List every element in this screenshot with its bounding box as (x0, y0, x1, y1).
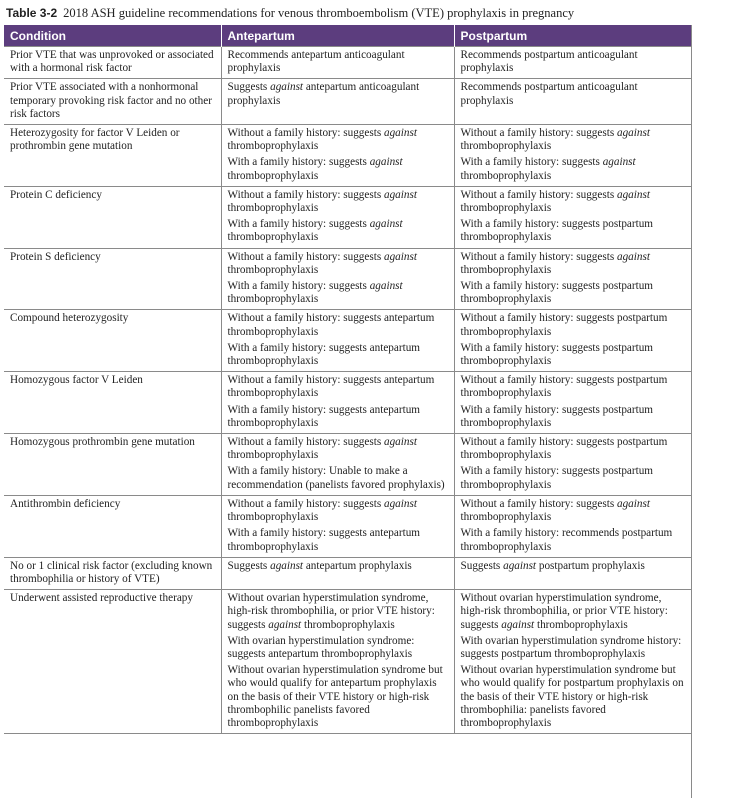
antepartum-recommendation: Without a family history: suggests against thromboprophylaxis (227, 188, 417, 215)
antepartum-recommendation: With a family history: suggests antepartum thromboprophylaxis (227, 527, 420, 553)
antepartum-recommendation: Suggests against antepartum prophylaxis (227, 559, 412, 572)
condition-text: Protein C deficiency (10, 188, 102, 201)
condition-text: Heterozygosity for factor V Leiden or prothrombin gene mutation (10, 127, 180, 153)
table-row (4, 125, 691, 187)
condition-text: Compound heterozygosity (10, 312, 129, 325)
postpartum-cell (454, 590, 691, 734)
antepartum-recommendation: Without a family history: suggests against thromboprophylaxis (227, 436, 417, 462)
antepartum-recommendation: Without a family history: suggests antepartum thromboprophylaxis (227, 374, 435, 400)
postpartum-cell (454, 47, 691, 79)
antepartum-cell (221, 372, 454, 434)
table-row (4, 186, 691, 248)
postpartum-recommendation: With a family history: suggests postpartum thromboprophylaxis (460, 341, 654, 368)
condition-cell (4, 310, 221, 372)
antepartum-recommendation: With a family history: suggests against thromboprophylaxis (227, 218, 403, 244)
antepartum-cell (221, 47, 454, 79)
postpartum-cell (454, 79, 691, 125)
antepartum-recommendation: With ovarian hyperstimulation syndrome: suggests antepartum thromboprophylaxis (227, 634, 415, 660)
postpartum-recommendation: Without a family history: suggests postpartum thromboprophylaxis (460, 312, 668, 338)
antepartum-recommendation: Without a family history: suggests against thromboprophylaxis (227, 497, 417, 524)
postpartum-recommendation: With a family history: recommends postpartum thromboprophylaxis (460, 527, 673, 553)
antepartum-recommendation: With a family history: suggests antepartum thromboprophylaxis (227, 403, 420, 429)
antepartum-cell (221, 590, 454, 734)
condition-cell (4, 47, 221, 79)
postpartum-recommendation: Recommends postpartum anticoagulant prophylaxis (460, 81, 638, 107)
antepartum-recommendation: With a family history: suggests against thromboprophylaxis (227, 280, 403, 306)
antepartum-recommendation: Without a family history: suggests against thromboprophylaxis (227, 127, 417, 153)
table-right-border (691, 25, 692, 798)
postpartum-recommendation: Suggests against postpartum prophylaxis (460, 559, 645, 572)
postpartum-recommendation: With ovarian hyperstimulation syndrome history: suggests postpartum thromboprophylaxis (460, 634, 682, 660)
postpartum-recommendation: Recommends postpartum anticoagulant prophylaxis (460, 49, 638, 75)
postpartum-recommendation: Without ovarian hyperstimulation syndrome but who would qualify for postpartum prophylaxis on the basis of their VTE history or high-risk thrombophilia: panelists favored thromboprophylaxis (460, 664, 684, 729)
antepartum-cell (221, 125, 454, 187)
antepartum-recommendation: Without ovarian hyperstimulation syndrome, high-risk thrombophilia, or prior VTE history: suggests against thromboprophylaxis (227, 592, 435, 631)
postpartum-recommendation: Without a family history: suggests against thromboprophylaxis (460, 497, 650, 524)
condition-text: Antithrombin deficiency (10, 497, 121, 510)
condition-cell (4, 248, 221, 310)
table-label: Table 3-2 (6, 6, 58, 20)
antepartum-cell (221, 79, 454, 125)
condition-cell (4, 372, 221, 434)
condition-text: No or 1 clinical risk factor (excluding known thrombophilia or history of VTE) (10, 559, 213, 585)
postpartum-recommendation: Without ovarian hyperstimulation syndrome, high-risk thrombophilia, or prior VTE history: suggests against thromboprophylaxis (460, 592, 668, 631)
postpartum-recommendation: Without a family history: suggests postpartum thromboprophylaxis (460, 436, 668, 462)
postpartum-recommendation: With a family history: suggests postpartum thromboprophylaxis (460, 403, 654, 429)
antepartum-recommendation: With a family history: suggests against thromboprophylaxis (227, 156, 403, 182)
antepartum-recommendation: Without a family history: suggests against thromboprophylaxis (227, 250, 417, 276)
table-row (4, 310, 691, 372)
table-caption (6, 4, 726, 24)
condition-text: Prior VTE that was unprovoked or associated with a hormonal risk factor (10, 49, 214, 75)
antepartum-recommendation: With a family history: Unable to make a recommendation (panelists favored prophylaxis) (227, 465, 445, 491)
table-title: 2018 ASH guideline recommendations for venous thromboembolism (VTE) prophylaxis in pregnancy (63, 6, 575, 20)
condition-cell (4, 590, 221, 734)
postpartum-recommendation: With a family history: suggests postpartum thromboprophylaxis (460, 280, 654, 306)
table-row (4, 557, 691, 589)
antepartum-recommendation: Suggests against antepartum anticoagulant prophylaxis (227, 81, 420, 107)
postpartum-cell (454, 248, 691, 310)
antepartum-recommendation: Recommends antepartum anticoagulant prophylaxis (227, 49, 405, 75)
table-row (4, 47, 691, 79)
vte-prophylaxis-table (4, 25, 691, 734)
condition-cell (4, 186, 221, 248)
condition-cell (4, 434, 221, 496)
postpartum-recommendation: Without a family history: suggests against thromboprophylaxis (460, 250, 650, 276)
condition-text: Homozygous prothrombin gene mutation (10, 436, 195, 449)
condition-text: Homozygous factor V Leiden (10, 374, 143, 387)
postpartum-cell (454, 125, 691, 187)
antepartum-recommendation: Without a family history: suggests antepartum thromboprophylaxis (227, 312, 435, 338)
antepartum-cell (221, 248, 454, 310)
condition-text: Underwent assisted reproductive therapy (10, 592, 193, 605)
antepartum-cell (221, 434, 454, 496)
postpartum-recommendation: With a family history: suggests postpartum thromboprophylaxis (460, 465, 654, 491)
table-row (4, 590, 691, 734)
antepartum-cell (221, 557, 454, 589)
postpartum-cell (454, 557, 691, 589)
postpartum-recommendation: With a family history: suggests against thromboprophylaxis (460, 156, 636, 182)
antepartum-recommendation: With a family history: suggests antepartum thromboprophylaxis (227, 341, 420, 368)
postpartum-cell (454, 186, 691, 248)
postpartum-cell (454, 372, 691, 434)
postpartum-recommendation: Without a family history: suggests against thromboprophylaxis (460, 127, 650, 153)
postpartum-cell (454, 310, 691, 372)
antepartum-cell (221, 310, 454, 372)
postpartum-recommendation: With a family history: suggests postpartum thromboprophylaxis (460, 218, 654, 244)
antepartum-recommendation: Without ovarian hyperstimulation syndrome but who would qualify for antepartum prophylaxis on the basis of their VTE history or high-risk thrombophilic panelists favored thromboprophylaxis (227, 664, 443, 729)
condition-text: Protein S deficiency (10, 250, 101, 263)
antepartum-cell (221, 495, 454, 557)
postpartum-cell (454, 434, 691, 496)
header-antepartum: Antepartum (221, 25, 454, 47)
condition-cell (4, 557, 221, 589)
condition-cell (4, 125, 221, 187)
table-row (4, 372, 691, 434)
condition-cell (4, 79, 221, 125)
table-row (4, 79, 691, 125)
header-postpartum: Postpartum (454, 25, 691, 47)
header-row (4, 25, 691, 47)
condition-text: Prior VTE associated with a nonhormonal temporary provoking risk factor and no other risk factors (10, 81, 212, 120)
antepartum-cell (221, 186, 454, 248)
table-row (4, 434, 691, 496)
postpartum-recommendation: Without a family history: suggests postpartum thromboprophylaxis (460, 374, 668, 400)
header-condition: Condition (4, 25, 221, 47)
postpartum-cell (454, 495, 691, 557)
table-row (4, 495, 691, 557)
table-row (4, 248, 691, 310)
postpartum-recommendation: Without a family history: suggests against thromboprophylaxis (460, 188, 650, 215)
condition-cell (4, 495, 221, 557)
